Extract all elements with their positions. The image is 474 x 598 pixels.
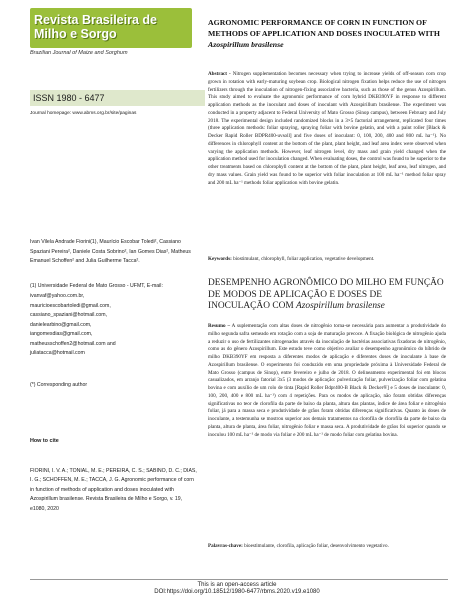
journal-subtitle: Brazilian Journal of Maize and Sorghum [30, 50, 128, 56]
title-pt-species: Azospirillum brasilense [296, 301, 385, 311]
title-en-text: AGRONOMIC PERFORMANCE OF CORN IN FUNCTION OF METHODS OF APPLICATION AND DOSES INOCULATED WITH [208, 18, 440, 38]
keywords-text: biostimulant, chlorophyll, foliar application, vegetative development. [233, 256, 375, 262]
abstract [208, 71, 446, 187]
article-title-portuguese [208, 278, 446, 313]
keywords [208, 256, 446, 264]
how-to-cite-heading: How to cite [30, 438, 59, 444]
article-title-english [208, 18, 446, 50]
issn-label: ISSN 1980 - 6477 [30, 90, 205, 106]
email-link[interactable]: iangomesdias@gmail.com, [30, 331, 93, 337]
email-link[interactable]: cassiano_spaziani@hotmail.com, [30, 312, 108, 318]
keywords-label: Keywords: [208, 256, 232, 262]
open-access-note: This is an open-access article [197, 582, 277, 588]
right-column [208, 0, 448, 575]
email-link[interactable]: mauricioescobartoledi@gmail.com, [30, 302, 111, 309]
journal-name-line2: Milho e Sorgo [34, 27, 117, 41]
author-list: Ivan Vilela Andrade Fiorini(1), Maurício Escobar Toledi², Cassiano Spaziani Pereira², Daniele Costa Sobrino², Ian Gomes Dias², Matheus Emanuel Schoffen² and Julia Guilherme Tacca². [30, 239, 191, 264]
email-link[interactable]: juliatacca@hotmail.com [30, 350, 85, 356]
left-column [30, 0, 202, 575]
affiliation: (1) Universidade Federal de Mato Grosso - UFMT, E-mail: [30, 283, 163, 289]
title-pt-text: DESEMPENHO AGRONÔMICO DO MILHO EM FUNÇÃO DE MODOS DE APLICAÇÃO E DOSES DE INOCULAÇÃO COM [208, 278, 444, 311]
palavras-chave-label: Palavras-chave: [208, 543, 243, 549]
resumo-text: A suplementação com altas doses de nitrogênio torna-se necessária para aumentar a produtividade do milho segunda safra semeado em rotação com a soja de maturação precoce. A fixação biológica de nitrogênio ajuda a reduzir o uso de fertilizantes nitrogenados através da inoculação de bactérias associativas fixadoras de nitrogênio, como as do gênero Azospirillum. Este estudo teve como objetivo avaliar o desempenho agronômico do híbrido de milho DKB390YF em resposta a diferentes modos de aplicação e diferentes doses de inoculante à base de Azospirillum brasilense. O experimento foi conduzido em uma propriedade próxima à Universidade Federal de Mato Grosso (campus de Sinop), entre fevereiro e julho de 2018. O delineamento experimental foi em blocos casualizados, em arranjo fatorial 3x5 (3 modos de aplicação: pulverização foliar, pulverização foliar com gelatina bovina e com auxílio de um rolo de tinta [Rapid Roller Bdpr400-B Black & Decker®] e 5 doses de inoculante: 0, 100, 200, 400 e 800 mL ha⁻¹) com 4 repetições. Para os modos de aplicação, não foram obtidas diferenças significativas no teor de clorofila da parte de baixo da planta, altura das plantas, índice de área foliar e nitrogênio foliar, já para a massa seca e produtividade de grãos foram obtidas diferenças significativas. Quanto às doses de inoculante, a testemunha se mostrou superior aos demais tratamentos na clorofila de clorofila da parte de baixo da planta, altura de planta, área foliar, nitrogênio foliar e massa seca. A produtividade de grãos foi superior quando se inoculou 100 mL ha⁻¹ de modo via foliar e 200 mL ha⁻¹ de modo foliar com gelatina bovina. [208, 323, 446, 438]
abstract-text: Nitrogen supplementation becomes necessary when trying to increase yields of off-season corn crop grown in rotation with early-maturing soybean crop. Biological nitrogen fixation helps reduce the use of nitrogen fertilizers through the inoculation of nitrogen-fixing associative bacteria, such as those of the genus Azospirillum. This study aimed to evaluate the agronomic performance of corn hybrid DKB390YF in response to different application methods as the inoculant and doses of inoculant with Azospirillum brasilense. The experiment was conducted in a property adjacent to Federal University of Mato Grosso (Sinop campus), between February and July 2018. The experimental design included randomized blocks in a 3×5 factorial arrangement, replicated four times (three application methods: foliar spraying, spraying foliar with bovine gelatin, and with a paint roller [Black & Decker Rapid Roller BDPR400-uvsoll] and five doses of inoculant: 0, 100, 200, 400 and 800 mL ha⁻¹). No differences in chlorophyll content at the bottom of the plant, plant height, and leaf area index were observed when varying the application methods. However, leaf nitrogen level, dry mass and grain yield changed when the application method used for inoculation changed. When evaluating doses, the control was found to be superior to the other treatments based on chlorophyll content at the bottom of the plant, plant height, leaf area, leaf nitrogen, and dry mass values. Grain yield was found to be superior with foliar inoculation at 100 mL ha⁻¹ method foliar spray and 200 mL ha⁻¹ methods foliar application with bovine gelatin. [208, 71, 446, 186]
email-link[interactable]: danielearbino@gmail.com, [30, 321, 92, 328]
title-en-species: Azospirillum brasilense [208, 39, 284, 49]
corresponding-author-note: (*) Corresponding author [30, 382, 88, 388]
email-link[interactable]: matheusschoffen2@hotmail.com and [30, 340, 116, 347]
doi-link[interactable]: DOI:https://doi.org/10.18512/1980-6477/rbms.2020.v19.e1080 [154, 589, 320, 595]
journal-homepage[interactable]: Journal homepage: www.abms.org.br/site/paginas [30, 111, 137, 116]
resumo [208, 323, 446, 439]
journal-logo [30, 8, 192, 48]
journal-name-line1: Revista Brasileira de [34, 13, 157, 27]
resumo-label: Resumo – [208, 323, 231, 329]
email-list [30, 292, 198, 359]
palavras-chave [208, 543, 446, 551]
abstract-label: Abstract - [208, 71, 231, 77]
footer-divider [30, 579, 448, 580]
email-link[interactable]: ivanvaf@yahoo.com.br, [30, 293, 85, 299]
citation-text: FIORINI, I. V. A.; TONIAL, M. E.; PEREIRA, C. S.; SABINO, D. C.; DIAS, I. G.; SCHOFFEN, M. E.; TACCA, J. G. Agronomic performance of corn in function of methods of application and doses inoculated with Azospirillum brasilense. Revista Brasileira de Milho e Sorgo, v. 19, e1080, 2020 [30, 468, 197, 512]
palavras-chave-text: bioestimulante, clorofila, aplicação foliar, desenvolvimento vegetativo. [244, 543, 389, 549]
footer [0, 582, 474, 596]
